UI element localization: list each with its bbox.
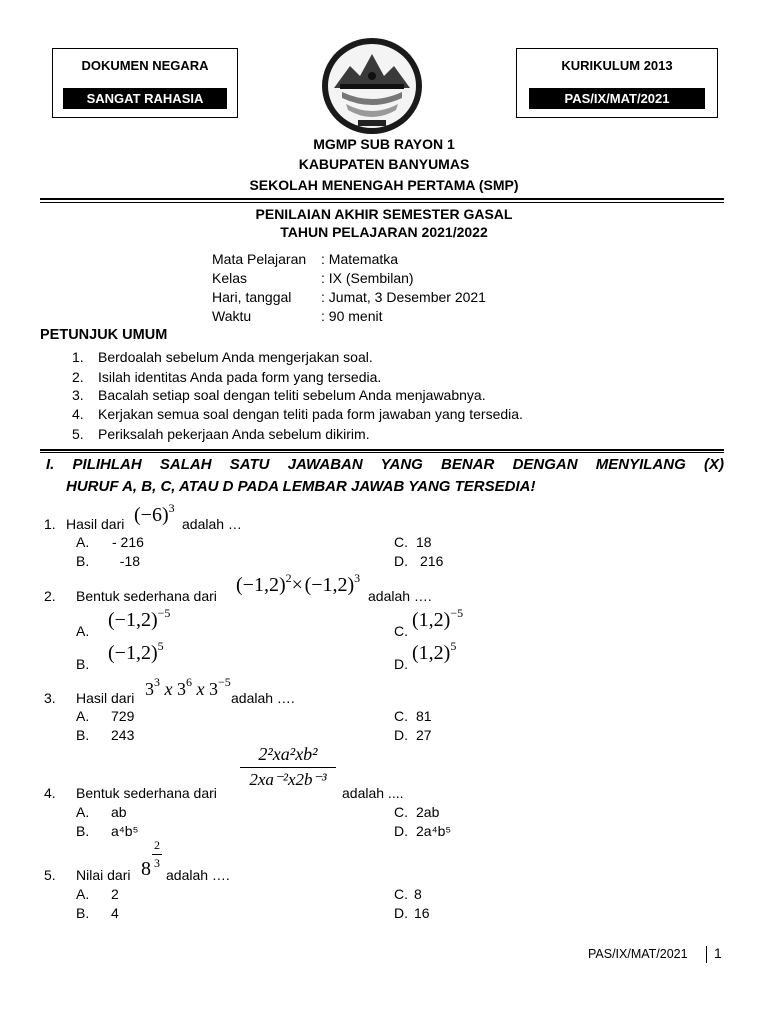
question-text: Hasil dari (66, 516, 125, 532)
option-label: C. (394, 534, 408, 550)
option-base: (−1,2) (108, 642, 158, 664)
option-b[interactable]: 4 (111, 905, 119, 921)
option-d[interactable]: 27 (416, 727, 432, 743)
document-class-box (52, 48, 238, 118)
option-label: D. (394, 823, 408, 839)
option-a[interactable]: - 216 (112, 534, 144, 550)
instruction-number: 3. (72, 387, 84, 403)
question-text-tail: adalah …. (368, 588, 432, 604)
option-b[interactable]: a⁴b⁵ (111, 823, 139, 839)
fraction-bar (240, 767, 336, 768)
header-double-rule-bottom (40, 202, 724, 203)
dokumen-negara-label: DOKUMEN NEGARA (81, 58, 209, 73)
question-text: Bentuk sederhana dari (76, 785, 217, 801)
header-double-rule-top (40, 198, 724, 200)
term-exp: −5 (218, 675, 231, 689)
option-d[interactable]: 216 (420, 553, 444, 569)
instruction-item: Periksalah pekerjaan Anda sebelum dikirim. (98, 426, 370, 442)
question-number: 3. (44, 690, 56, 706)
instruction-item: Berdoalah sebelum Anda mengerjakan soal. (98, 349, 373, 365)
question-text-tail: adalah …. (231, 690, 295, 706)
page-number: 1 (714, 945, 722, 961)
info-value-time: : 90 menit (321, 308, 383, 324)
term: 3 (177, 679, 186, 699)
option-c[interactable]: 18 (416, 534, 432, 550)
option-base: (−1,2) (108, 609, 158, 631)
question-text: Hasil dari (76, 690, 135, 706)
option-a[interactable] (108, 606, 171, 632)
regency-emblem-logo (320, 36, 424, 136)
option-base: (1,2) (412, 609, 451, 631)
instruction-number: 2. (72, 369, 84, 385)
expr-exp-b: 3 (354, 571, 361, 585)
option-b[interactable]: 243 (111, 727, 135, 743)
expr-base: (−6) (134, 504, 169, 526)
question-text-tail: adalah .... (342, 785, 404, 801)
org-line-mgmp: MGMP SUB RAYON 1 (313, 136, 455, 152)
option-label: D. (394, 905, 408, 921)
term-exp: 3 (154, 675, 160, 689)
general-instructions-heading: PETUNJUK UMUM (40, 327, 168, 343)
question-text: Nilai dari (76, 867, 131, 883)
question-text-tail: adalah … (182, 516, 242, 532)
option-label: C. (394, 886, 408, 902)
question-text: Bentuk sederhana dari (76, 588, 217, 604)
curriculum-box (516, 48, 718, 118)
fraction-denominator: 2xa⁻²x2b⁻³ (249, 770, 327, 789)
exp-numerator: 2 (154, 838, 160, 852)
question-text-tail: adalah …. (166, 867, 230, 883)
section-one-title-line1: I. PILIHLAH SALAH SATU JAWABAN YANG BENAR DENGAN MENYILANG (X) (46, 456, 724, 473)
option-exp: 5 (157, 639, 164, 653)
section-one-title-line2: HURUF A, B, C, ATAU D PADA LEMBAR JAWAB YANG TERSEDIA! (66, 478, 536, 495)
expr-base-a: (−1,2) (236, 574, 286, 596)
option-d[interactable]: 2a⁴b⁵ (416, 823, 452, 839)
option-exp: −5 (157, 606, 171, 620)
org-line-smp: SEKOLAH MENENGAH PERTAMA (SMP) (249, 177, 519, 193)
option-label: B. (76, 905, 90, 921)
info-value-date: : Jumat, 3 Desember 2021 (321, 289, 486, 305)
expr-exponent: 3 (168, 501, 175, 515)
instruction-item: Bacalah setiap soal dengan teliti sebelum Anda menjawabnya. (98, 387, 486, 403)
info-value-subject: : Matematka (321, 251, 399, 267)
option-c[interactable]: 81 (416, 708, 432, 724)
question-expression (145, 675, 231, 700)
option-label: A. (76, 534, 90, 550)
question-expression (236, 571, 361, 597)
footer-separator (706, 946, 707, 963)
option-a[interactable]: 2 (111, 886, 119, 902)
expr-base-b: (−1,2) (304, 574, 355, 596)
question-number: 4. (44, 785, 56, 801)
option-label: B. (76, 656, 90, 672)
option-label: D. (394, 553, 408, 569)
instruction-number: 5. (72, 426, 84, 442)
question-fraction (240, 744, 336, 790)
option-exp: 5 (450, 639, 457, 653)
org-line-kabupaten: KABUPATEN BANYUMAS (298, 156, 470, 172)
option-label: C. (394, 804, 408, 820)
option-c[interactable]: 8 (414, 886, 422, 902)
kurikulum-label: KURIKULUM 2013 (561, 58, 673, 73)
option-label: B. (76, 823, 90, 839)
info-label-class: Kelas (212, 270, 248, 286)
section-divider-top (40, 449, 724, 451)
instruction-number: 4. (72, 406, 84, 422)
option-label: D. (394, 727, 408, 743)
option-d[interactable] (412, 639, 457, 665)
info-label-date: Hari, tanggal (212, 289, 292, 305)
option-base: (1,2) (412, 642, 451, 664)
times-x: x (196, 679, 205, 699)
option-label: B. (76, 553, 90, 569)
document-code-label: PAS/IX/MAT/2021 (529, 88, 705, 109)
option-a[interactable]: 729 (111, 708, 135, 724)
exam-title: PENILAIAN AKHIR SEMESTER GASAL (255, 206, 513, 222)
option-label: A. (76, 804, 90, 820)
instruction-item: Kerjakan semua soal dengan teliti pada form jawaban yang tersedia. (98, 406, 523, 422)
fractional-exponent (150, 838, 164, 871)
term: 3 (209, 679, 218, 699)
sangat-rahasia-label: SANGAT RAHASIA (63, 88, 227, 109)
instruction-item: Isilah identitas Anda pada form yang tersedia. (98, 369, 382, 385)
option-d[interactable]: 16 (414, 905, 430, 921)
question-expression (134, 501, 175, 527)
question-number: 2. (44, 588, 56, 604)
expr-base: 8 (141, 858, 151, 880)
option-a[interactable]: ab (111, 804, 127, 820)
term: 3 (145, 679, 154, 699)
expr-exp-a: 2 (285, 571, 292, 585)
option-label: B. (76, 727, 90, 743)
info-label-subject: Mata Pelajaran (212, 251, 307, 267)
option-b[interactable] (108, 639, 164, 665)
footer-document-code: PAS/IX/MAT/2021 (588, 947, 688, 961)
times-sign: × (291, 574, 303, 596)
option-c[interactable] (412, 606, 464, 632)
section-divider-bottom (40, 452, 724, 453)
option-label: C. (394, 623, 408, 639)
option-c[interactable]: 2ab (416, 804, 440, 820)
term-exp: 6 (186, 675, 192, 689)
info-label-time: Waktu (212, 308, 252, 324)
exp-denominator: 3 (154, 856, 160, 870)
question-number: 1. (44, 516, 56, 532)
exp-fraction-bar (152, 854, 162, 855)
option-label: D. (394, 656, 408, 672)
fraction-numerator: 2²xa²xb² (258, 744, 318, 764)
question-number: 5. (44, 867, 56, 883)
option-label: A. (76, 623, 90, 639)
option-label: A. (76, 886, 90, 902)
option-b[interactable]: -18 (112, 553, 141, 569)
exam-year: TAHUN PELAJARAN 2021/2022 (280, 224, 488, 240)
option-exp: −5 (450, 606, 464, 620)
option-label: C. (394, 708, 408, 724)
option-label: A. (76, 708, 90, 724)
info-value-class: : IX (Sembilan) (321, 270, 414, 286)
instruction-number: 1. (72, 349, 84, 365)
times-x: x (164, 679, 173, 699)
